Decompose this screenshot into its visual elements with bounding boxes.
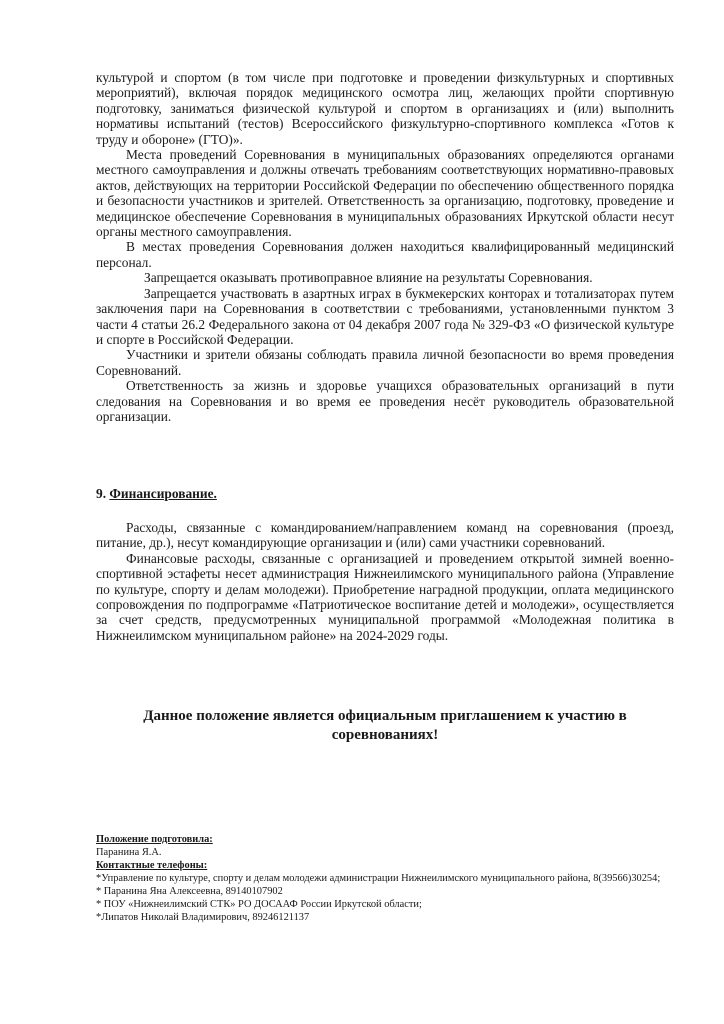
section-heading — [96, 486, 217, 502]
contacts-label: Контактные телефоны: — [96, 860, 208, 871]
contact-line: *Липатов Николай Владимирович, 89246121137 — [96, 912, 310, 923]
section-number: 9. — [96, 486, 107, 501]
section-title: Финансирование. — [109, 486, 217, 501]
paragraph: Места проведений Соревнования в муниципальных образованиях определяются органами местного самоуправления и должны отвечать требованиям соответствующих нормативно-правовых актов, действующих на территории Российской Федерации по обеспечению общественного порядка и безопасности участников и зрителей. Ответственность за организацию, подготовку, проведение и медицинское обеспечение Соревнования в муниципальных образованиях Иркутской области несут органы местного самоуправления. — [96, 147, 674, 240]
paragraph: Запрещается оказывать противоправное влияние на результаты Соревнования. — [144, 270, 593, 286]
paragraph: Финансовые расходы, связанные с организацией и проведением открытой зимней военно-спортивной эстафеты несет администрация Нижнеилимского муниципального района (Управление по культуре, спорту и делам молодежи). Приобретение наградной продукции, оплата медицинского сопровождения по подпрограмме «Патриотическое воспитание детей и молодежи», осуществляется за счет средств, предусмотренных муниципальной программой «Молодежная политика в Нижнеилимском муниципальном районе» на 2024-2029 годы. — [96, 550, 674, 643]
paragraph: культурой и спортом (в том числе при подготовке и проведении физкультурных и спортивных мероприятий), включая порядок медицинского осмотра лиц, желающих пройти спортивную подготовку, заниматься физической культурой и спортом в организациях и (или) выполнить нормативы испытаний (тестов) Всероссийского физкультурно-спортивного комплекса «Готов к труду и обороне» (ГТО)». — [96, 70, 674, 147]
contact-line: * Паранина Яна Алексеевна, 89140107902 — [96, 886, 283, 897]
financing-text — [96, 520, 674, 643]
prepared-name: Паранина Я.А. — [96, 847, 162, 858]
paragraph: Участники и зрители обязаны соблюдать правила личной безопасности во время проведения Соревнований. — [96, 347, 674, 378]
contact-line: * ПОУ «Нижнеилимский СТК» РО ДОСААФ России Иркутской области; — [96, 899, 422, 910]
prepared-label: Положение подготовила: — [96, 834, 213, 845]
official-notice: Данное положение является официальным приглашением к участию в соревнованиях! — [143, 708, 627, 743]
paragraph: Запрещается участвовать в азартных играх в букмекерских конторах и тотализаторах путем заключения пари на Соревнования в соответствии с требованиями, установленными пунктом 3 части 4 статьи 26.2 Федерального закона от 04 декабря 2007 года № 329-ФЗ «О физической культуре и спорте в Российской Федерации. — [96, 285, 674, 347]
paragraph: Ответственность за жизнь и здоровье учащихся образовательных организаций в пути следования на Соревнования и во время ее проведения несёт руководитель образовательной организации. — [96, 378, 674, 424]
paragraph: Расходы, связанные с командированием/направлением команд на соревнования (проезд, питание, др.), несут командирующие организации и (или) сами участники соревнований. — [96, 520, 674, 551]
contact-line: *Управление по культуре, спорту и делам молодежи администрации Нижнеилимского муниципального района, 8(39566)30254; — [96, 873, 661, 884]
main-text — [96, 70, 674, 424]
footer-contacts — [96, 833, 696, 924]
paragraph: В местах проведения Соревнования должен находиться квалифицированный медицинский персонал. — [96, 239, 674, 270]
